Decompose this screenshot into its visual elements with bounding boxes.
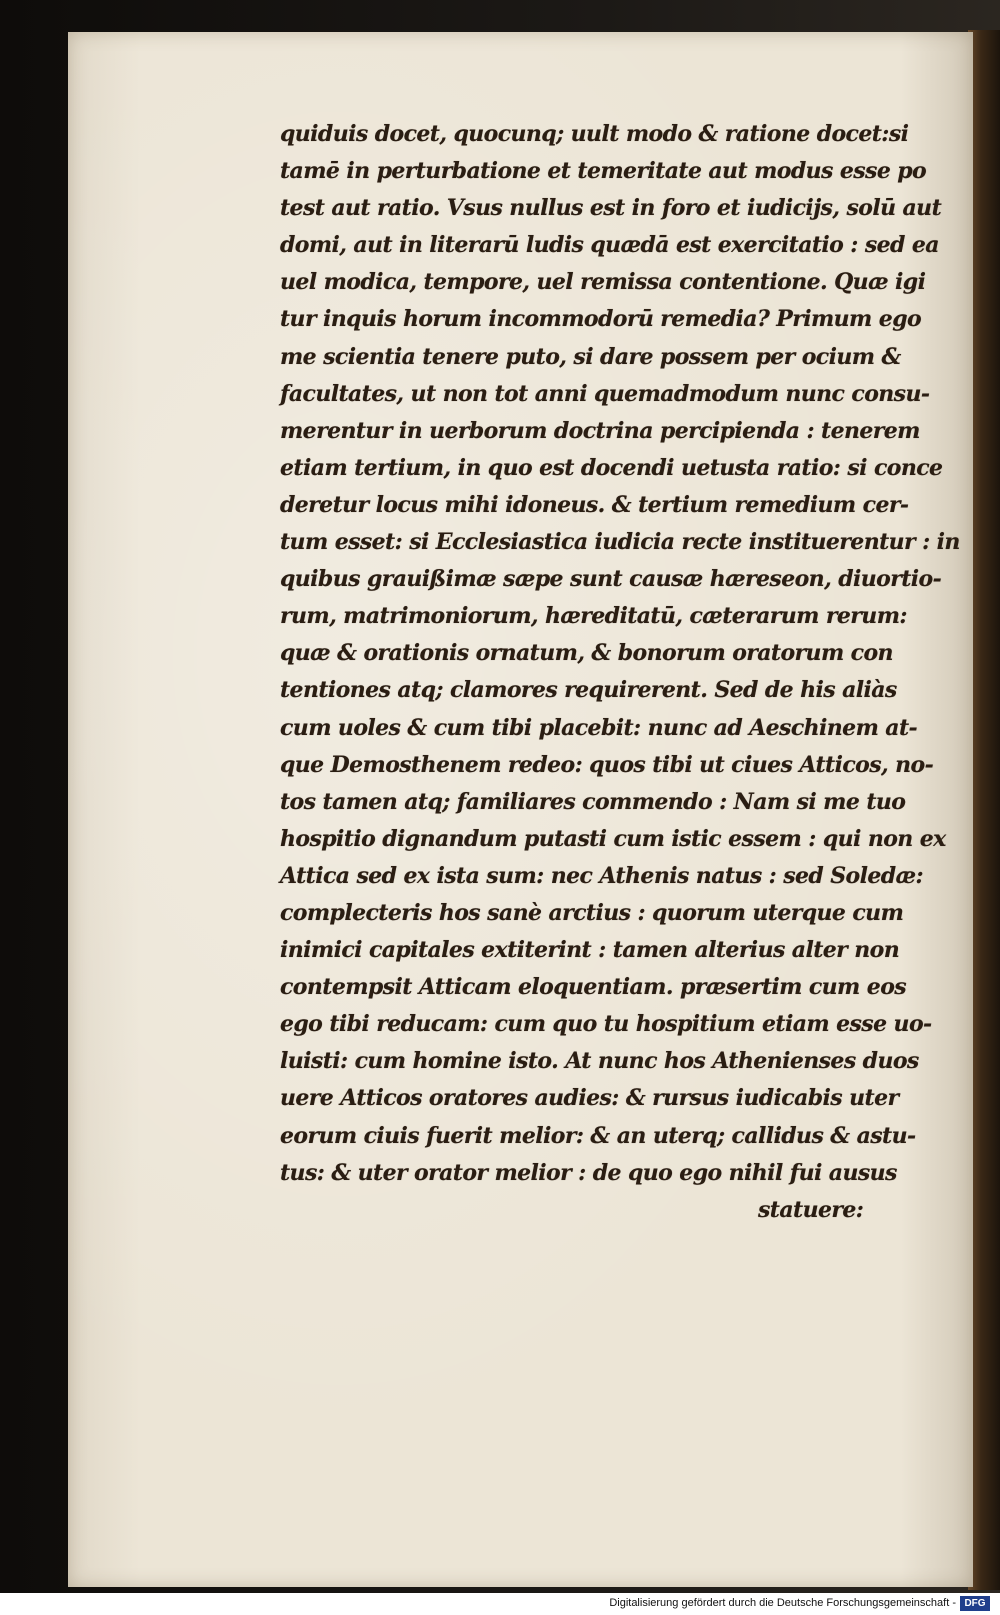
text-line: eorum ciuis fuerit melior: & an uterq; callidus & astu- — [280, 1122, 916, 1149]
text-line: etiam tertium, in quo est docendi uetusta ratio: si conce — [280, 454, 943, 481]
text-line: uel modica, tempore, uel remissa contentione. Quæ igi — [280, 269, 926, 296]
text-line: luisti: cum homine isto. At nunc hos Athenienses duos — [280, 1048, 919, 1075]
footer-credit: Digitalisierung gefördert durch die Deutsche Forschungsgemeinschaft - — [609, 1597, 956, 1609]
text-line: contempsit Atticam eloquentiam. præsertim cum eos — [280, 974, 907, 1001]
dfg-logo: DFG — [960, 1596, 990, 1611]
text-line: tamē in perturbatione et temeritate aut modus esse po — [280, 158, 927, 185]
text-line: tum esset: si Ecclesiastica iudicia recte instituerentur : in — [280, 529, 960, 556]
text-line: Attica sed ex ista sum: nec Athenis natus : sed Soledæ: — [280, 862, 923, 889]
text-line: tentiones atq; clamores requirerent. Sed de his aliàs — [280, 677, 897, 704]
text-line: quæ & orationis ornatum, & bonorum oratorum con — [280, 640, 893, 667]
text-line: domi, aut in literarū ludis quædā est exercitatio : sed ea — [280, 232, 939, 259]
text-line: facultates, ut non tot anni quemadmodum nunc consu- — [280, 380, 930, 407]
catchword-line: statuere: — [758, 1196, 864, 1223]
text-line: complecteris hos sanè arctius : quorum uterque cum — [280, 899, 904, 926]
text-line: test aut ratio. Vsus nullus est in foro et iudicijs, solū aut — [280, 195, 942, 222]
text-line: merentur in uerborum doctrina percipienda : tenerem — [280, 417, 920, 444]
text-line: me scientia tenere puto, si dare possem per ocium & — [280, 343, 901, 370]
text-line: que Demosthenem redeo: quos tibi ut ciues Atticos, no- — [280, 751, 934, 778]
text-block — [280, 116, 960, 1229]
text-line: ego tibi reducam: cum quo tu hospitium etiam esse uo- — [280, 1011, 932, 1038]
text-line: tus: & uter orator melior : de quo ego nihil fui ausus — [280, 1159, 897, 1186]
text-line: uere Atticos oratores audies: & rursus iudicabis uter — [280, 1085, 899, 1112]
text-line: tur inquis horum incommodorū remedia? Primum ego — [280, 306, 922, 333]
text-line: inimici capitales extiterint : tamen alterius alter non — [280, 937, 900, 964]
text-line: tos tamen atq; familiares commendo : Nam si me tuo — [280, 788, 906, 815]
text-line: quiduis docet, quocunq; uult modo & ratione docet:si — [280, 121, 909, 147]
text-line: deretur locus mihi idoneus. & tertium remedium cer- — [280, 491, 909, 518]
text-line: rum, matrimoniorum, hæreditatū, cæterarum rerum: — [280, 603, 907, 630]
text-line: quibus grauißimæ sæpe sunt causæ hæreseon, diuortio- — [280, 566, 942, 593]
text-line: hospitio dignandum putasti cum istic essem : qui non ex — [280, 825, 946, 852]
text-line: cum uoles & cum tibi placebit: nunc ad Aeschinem at- — [280, 714, 918, 741]
